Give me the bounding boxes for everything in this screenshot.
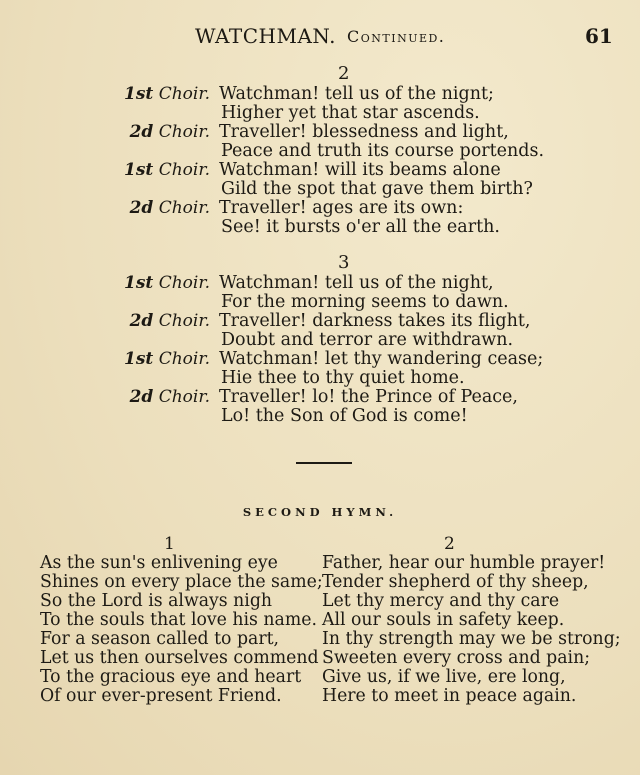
hymn-line: As the sun's enlivening eye [40,553,278,573]
running-head-title: WATCHMAN. [195,24,336,48]
speaker-label: 1st Choir. [124,349,210,369]
verse-number: 2 [338,63,350,84]
hymn-line: Let thy mercy and thy care [322,591,560,611]
speaker-label: 1st Choir. [124,273,210,293]
stanza-number: 1 [164,534,175,554]
verse-line: For the morning seems to dawn. [221,292,509,312]
verse-line: Doubt and terror are withdrawn. [221,330,514,350]
verse-line: Watchman! tell us of the nignt; [219,84,494,104]
verse-line: Peace and truth its course portends. [221,141,545,161]
verse-line: Higher yet that star ascends. [221,103,480,123]
speaker-label: 2d Choir. [129,122,210,142]
hymn-line: To the souls that love his name. [40,610,317,630]
hymn-title: SECOND HYMN. [242,505,398,519]
hymn-line: Here to meet in peace again. [322,686,577,706]
speaker-label: 2d Choir. [129,311,210,331]
verse-line: Watchman! tell us of the night, [219,273,494,293]
verse-line: Watchman! will its beams alone [219,160,501,180]
verse-line: Gild the spot that gave them birth? [221,179,533,199]
verse-number: 3 [338,252,350,273]
speaker-label: 1st Choir. [124,84,210,104]
hymn-line: For a season called to part, [40,629,280,649]
verse-line: Traveller! blessedness and light, [219,122,509,142]
hymn-line: Of our ever-present Friend. [40,686,282,706]
hymn-line: Father, hear our humble prayer! [322,553,606,573]
verse-line: Traveller! ages are its own: [219,198,464,218]
verse-line: Watchman! let thy wandering cease; [219,349,544,369]
section-divider [296,462,352,464]
hymn-line: In thy strength may we be strong; [322,629,621,649]
verse-line: Traveller! darkness takes its flight, [219,311,531,331]
hymn-line: Let us then ourselves commend [40,648,319,668]
hymn-line: Sweeten every cross and pain; [322,648,591,668]
hymn-line: Give us, if we live, ere long, [322,667,566,687]
hymn-line: To the gracious eye and heart [40,667,302,687]
hymn-line: All our souls in safety keep. [322,610,565,630]
hymn-line: So the Lord is always nigh [40,591,273,611]
verse-line: Hie thee to thy quiet home. [221,368,465,388]
verse-line: Traveller! lo! the Prince of Peace, [219,387,518,407]
speaker-label: 1st Choir. [124,160,210,180]
speaker-label: 2d Choir. [129,198,210,218]
page-number: 61 [585,24,613,48]
hymn-line: Shines on every place the same; [40,572,323,592]
stanza-number: 2 [444,534,455,554]
speaker-label: 2d Choir. [129,387,210,407]
verse-line: See! it bursts o'er all the earth. [221,217,500,237]
hymn-line: Tender shepherd of thy sheep, [322,572,589,592]
running-head-continued: Continued. [347,27,446,46]
verse-line: Lo! the Son of God is come! [221,406,468,426]
